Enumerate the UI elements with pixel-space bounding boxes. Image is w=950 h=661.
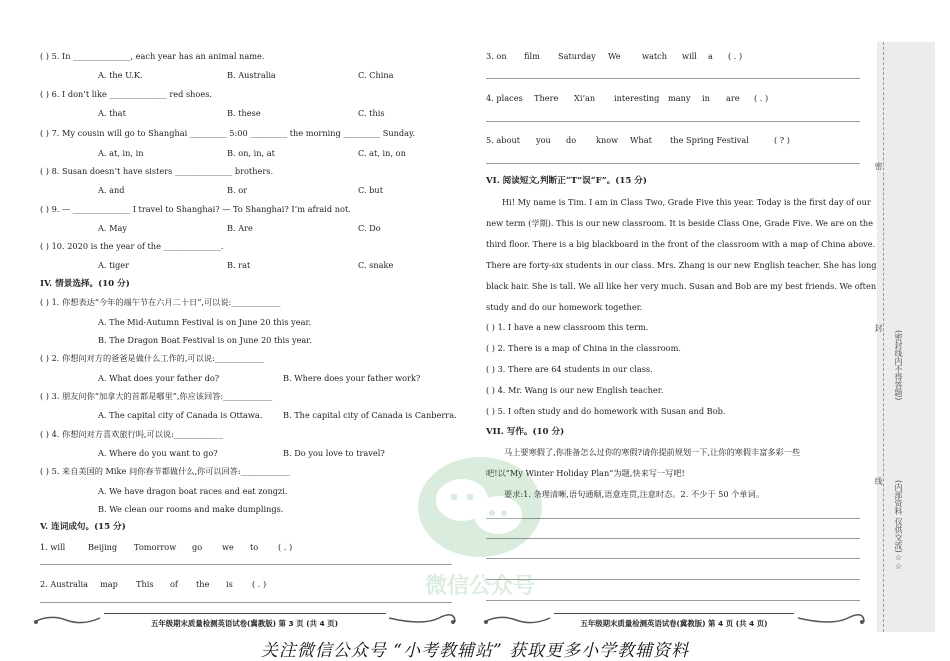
word: What — [630, 135, 652, 145]
q5-opt-b: B. Australia — [227, 70, 276, 80]
word: ( ? ) — [774, 135, 790, 145]
q9-opt-b: B. Are — [227, 223, 253, 233]
s4-q5-text: ( ) 5. 来自美国的 Mike 问你春节都做什么,你可以回答:____________ — [40, 466, 290, 476]
word: ( . ) — [278, 542, 293, 552]
word: 4. places — [486, 93, 523, 103]
seal-note: (密封线内不得答题) — [894, 330, 903, 401]
q7-opt-c: C. at, in, on — [358, 148, 406, 158]
q6-text: ( ) 6. I don’t like ______________ red shoes. — [40, 89, 213, 99]
footer-rule — [104, 613, 386, 614]
passage-line-1: Hi! My name is Tim. I am in Class Two, Grade Five this year. Today is the first day of our — [502, 197, 871, 207]
word: 5. about — [486, 135, 521, 145]
seal-note-internal: (内部资料 仅供交流)☆☆ — [894, 480, 903, 571]
word: in — [702, 93, 710, 103]
q8-opt-c: C. but — [358, 185, 383, 195]
passage-line-2: new term (学期). This is our new classroom. It is beside Class One, Grade Five. We are on the — [486, 218, 873, 228]
answer-line — [40, 564, 452, 565]
q10-opt-a: A. tiger — [98, 260, 130, 270]
page-4-footer-text: 五年级期末质量检测英语试卷(冀教版) 第 4 页 (共 4 页) — [580, 619, 768, 628]
q5-text: ( ) 5. In ______________, each year has an animal name. — [40, 51, 265, 61]
answer-line — [486, 163, 860, 164]
answer-line — [486, 78, 860, 79]
q9-opt-c: C. Do — [358, 223, 381, 233]
s5-q2-words — [40, 579, 266, 589]
word: 3. on — [486, 51, 507, 61]
q7-text: ( ) 7. My cousin will go to Shanghai _________ 5:00 _________ the morning _________ Sunday. — [40, 128, 416, 138]
s4-q3-text: ( ) 3. 朋友问你“加拿大的首都是哪里”,你应该回答:____________ — [40, 391, 273, 401]
seal-char-xian: 线 — [874, 477, 883, 485]
q10-opt-b: B. rat — [227, 260, 251, 270]
word: to — [250, 542, 259, 552]
s4-q2-opt-b: B. Where does your father work? — [283, 373, 421, 383]
s4-q1-opt-b: B. The Dragon Boat Festival is on June 20 this year. — [98, 335, 312, 345]
s4-q5-opt-b: B. We clean our rooms and make dumplings. — [98, 504, 284, 514]
q8-opt-b: B. or — [227, 185, 248, 195]
s5-q3-words — [486, 51, 742, 61]
word: Tomorrow — [134, 542, 177, 552]
section-7-title: VII. 写作。(10 分) — [486, 427, 565, 437]
q6-opt-a: A. that — [98, 108, 126, 118]
writing-prompt-1: 马上要寒假了,你准备怎么过你的寒假?请你提前规划一下,让你的寒假丰富多彩一些 — [504, 447, 801, 457]
tf-item-1: ( ) 1. I have a new classroom this term. — [486, 322, 649, 332]
word: many — [668, 93, 691, 103]
seal-char-mi: 密 — [874, 162, 883, 170]
s4-q4-opt-b: B. Do you love to travel? — [283, 448, 385, 458]
s5-q5-words — [486, 135, 790, 145]
s4-q3-opt-b: B. The capital city of Canada is Canberra. — [283, 410, 457, 420]
s4-q5-opt-a: A. We have dragon boat races and eat zongzi. — [98, 486, 288, 496]
word: 1. will — [40, 542, 66, 552]
exam-page-3 — [32, 0, 457, 628]
s5-q4-words — [486, 93, 768, 103]
tf-item-5: ( ) 5. I often study and do homework with Susan and Bob. — [486, 406, 726, 416]
q10-opt-c: C. snake — [358, 260, 394, 270]
footer-rule — [554, 613, 794, 614]
s4-q2-opt-a: A. What does your father do? — [98, 373, 220, 383]
word: There — [534, 93, 559, 103]
q8-text: ( ) 8. Susan doesn’t have sisters ______________ brothers. — [40, 166, 274, 176]
tf-item-4: ( ) 4. Mr. Wang is our new English teacher. — [486, 385, 664, 395]
tf-item-3: ( ) 3. There are 64 students in our class. — [486, 364, 653, 374]
s4-q4-opt-a: A. Where do you want to go? — [98, 448, 218, 458]
passage-line-3: third floor. There is a big blackboard in the front of the classroom with a map of China above. — [486, 239, 876, 249]
word: is — [226, 579, 233, 589]
word: ( . ) — [728, 51, 743, 61]
word: map — [100, 579, 118, 589]
page-3-footer — [32, 612, 457, 634]
wechat-watermark — [400, 445, 560, 625]
s4-q3-opt-a: A. The capital city of Canada is Ottawa. — [98, 410, 263, 420]
word: know — [596, 135, 619, 145]
q6-opt-c: C. this — [358, 108, 385, 118]
writing-prompt-2: 吧!以“My Winter Holiday Plan”为题,快来写一写吧! — [486, 468, 685, 478]
writing-requirements: 要求:1. 条理清晰,语句通顺,语意连贯,注意时态。2. 不少于 50 个单词。 — [504, 489, 764, 499]
word: are — [726, 93, 740, 103]
seal-char-feng: 封 — [874, 324, 883, 332]
q5-opt-a: A. the U.K. — [98, 70, 143, 80]
word: interesting — [614, 93, 660, 103]
word: film — [524, 51, 540, 61]
section-5-title: V. 连词成句。(15 分) — [40, 522, 126, 532]
word: we — [222, 542, 234, 552]
q6-opt-b: B. these — [227, 108, 261, 118]
passage-line-6: study and do our homework together. — [486, 302, 643, 312]
q7-opt-a: A. at, in, in — [98, 148, 144, 158]
word: watch — [642, 51, 668, 61]
word: go — [192, 542, 203, 552]
section-4-title: IV. 情景选择。(10 分) — [40, 279, 130, 289]
section-6-title: VI. 阅读短文,判断正“T”误“F”。(15 分) — [486, 176, 647, 186]
s4-q2-text: ( ) 2. 你想问对方的爸爸是做什么工作的,可以说:____________ — [40, 353, 264, 363]
word: the — [196, 579, 210, 589]
word: ( . ) — [252, 579, 267, 589]
q9-text: ( ) 9. — ______________ I travel to Shanghai? — To Shanghai? I’m afraid not. — [40, 204, 351, 214]
word: Beijing — [88, 542, 118, 552]
s4-q4-text: ( ) 4. 你想问对方喜欢旅行吗,可以说:____________ — [40, 429, 223, 439]
word: a — [708, 51, 713, 61]
bottom-promo-banner: 关注微信公众号 “小考教辅站” 获取更多小学教辅资料 — [260, 641, 690, 661]
s4-q1-opt-a: A. The Mid-Autumn Festival is on June 20 this year. — [98, 317, 312, 327]
seal-line-strip — [874, 42, 935, 632]
word: We — [608, 51, 621, 61]
answer-line — [40, 602, 452, 603]
s5-q1-words — [40, 542, 292, 552]
q10-text: ( ) 10. 2020 is the year of the ______________. — [40, 241, 224, 251]
answer-line — [486, 121, 860, 122]
s4-q1-text: ( ) 1. 你想表达“今年的端午节在六月二十日”,可以说:____________ — [40, 297, 281, 307]
word: of — [170, 579, 178, 589]
word: do — [566, 135, 577, 145]
word: ( . ) — [754, 93, 769, 103]
word: the Spring Festival — [670, 135, 749, 145]
q5-opt-c: C. China — [358, 70, 394, 80]
page-3-footer-text: 五年级期末质量检测英语试卷(冀教版) 第 3 页 (共 4 页) — [150, 619, 339, 628]
word: will — [682, 51, 697, 61]
watermark-text: 微信公众号 — [424, 574, 535, 599]
word: Xi’an — [574, 93, 596, 103]
q8-opt-a: A. and — [98, 185, 125, 195]
word: 2. Australia — [40, 579, 89, 589]
word: Saturday — [558, 51, 596, 61]
wechat-logo-icon — [400, 445, 560, 565]
seal-dashed-line — [883, 42, 884, 632]
q9-opt-a: A. May — [98, 223, 128, 233]
word: you — [536, 135, 551, 145]
word: This — [136, 579, 154, 589]
tf-item-2: ( ) 2. There is a map of China in the classroom. — [486, 343, 681, 353]
passage-line-4: There are forty-six students in our class. Mrs. Zhang is our new English teacher. She has long — [486, 260, 877, 270]
q7-opt-b: B. on, in, at — [227, 148, 275, 158]
passage-line-5: black hair. She is tall. We all like her very much. Susan and Bob are my best friends. We often — [486, 281, 877, 291]
